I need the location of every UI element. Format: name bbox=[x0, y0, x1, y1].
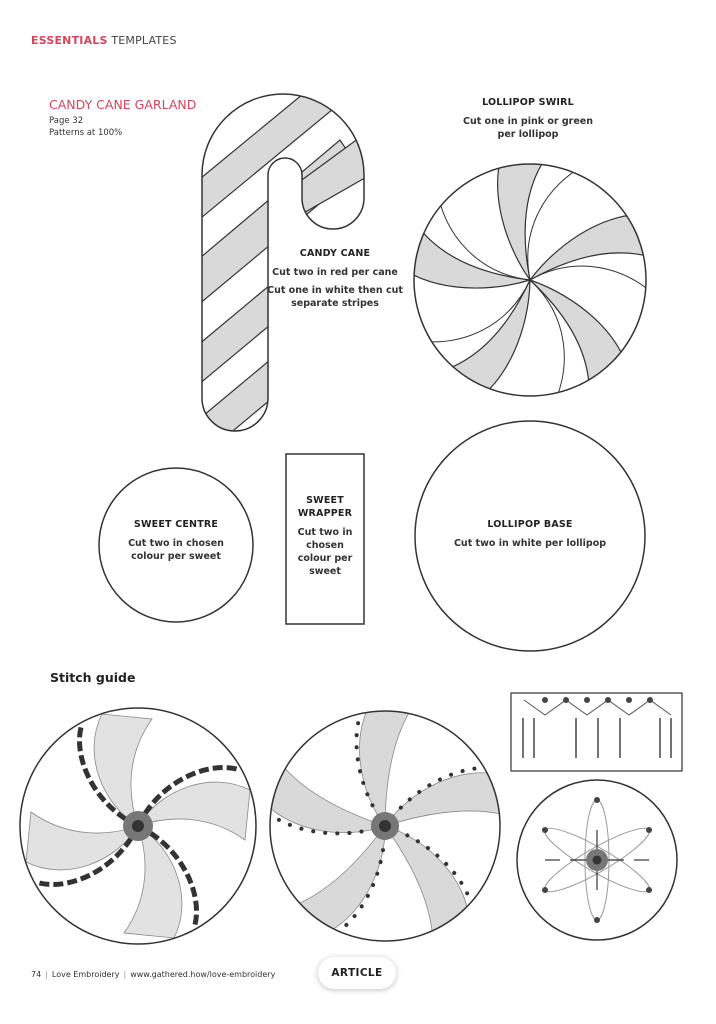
page-number: 74 bbox=[31, 970, 42, 979]
project-title: CANDY CANE GARLAND bbox=[49, 97, 197, 112]
sweet-centre-name: SWEET CENTRE bbox=[133, 519, 219, 530]
stitch-guide-sweet-satin bbox=[20, 708, 256, 944]
page-footer: 74 | Love Embroidery | www.gathered.how/love-embroidery bbox=[31, 970, 276, 979]
lollipop-base-label bbox=[440, 518, 620, 555]
lollipop-base-name: LOLLIPOP BASE bbox=[487, 519, 573, 530]
sweet-centre-instruction: Cut two in chosen colour per sweet bbox=[128, 538, 224, 562]
candy-cane-instruction-2: Cut one in white then cut separate stripes bbox=[267, 285, 403, 309]
stitch-guide-wrapper-strip bbox=[511, 693, 682, 771]
website-link[interactable]: www.gathered.how/love-embroidery bbox=[130, 970, 276, 979]
lollipop-swirl-template bbox=[386, 136, 660, 410]
magazine-name: Love Embroidery bbox=[51, 970, 120, 979]
lollipop-swirl-instruction: Cut one in pink or green per lollipop bbox=[462, 116, 594, 140]
sweet-wrapper-instruction: Cut two in chosen colour per sweet bbox=[297, 527, 353, 577]
stitch-guide-star-sweet bbox=[517, 780, 677, 940]
sweet-wrapper-name: SWEET WRAPPER bbox=[297, 495, 353, 519]
sweet-centre-label bbox=[126, 518, 226, 568]
article-button[interactable]: ARTICLE bbox=[318, 957, 396, 989]
candy-cane-label bbox=[260, 247, 410, 315]
lollipop-swirl-label bbox=[458, 96, 598, 146]
section-name: ESSENTIALS bbox=[31, 34, 108, 47]
lollipop-base-instruction: Cut two in white per lollipop bbox=[453, 538, 607, 549]
candy-cane-instruction-1: Cut two in red per cane bbox=[272, 267, 398, 278]
sweet-wrapper-label bbox=[288, 494, 362, 583]
stitch-guide-title: Stitch guide bbox=[50, 670, 136, 685]
page-reference: Page 32 bbox=[49, 116, 84, 126]
section-label: TEMPLATES bbox=[111, 34, 177, 47]
lollipop-swirl-name: LOLLIPOP SWIRL bbox=[482, 97, 574, 108]
stitch-guide-lollipop-french-knots bbox=[254, 694, 505, 944]
pattern-scale: Patterns at 100% bbox=[49, 128, 123, 138]
candy-cane-name: CANDY CANE bbox=[299, 248, 371, 259]
